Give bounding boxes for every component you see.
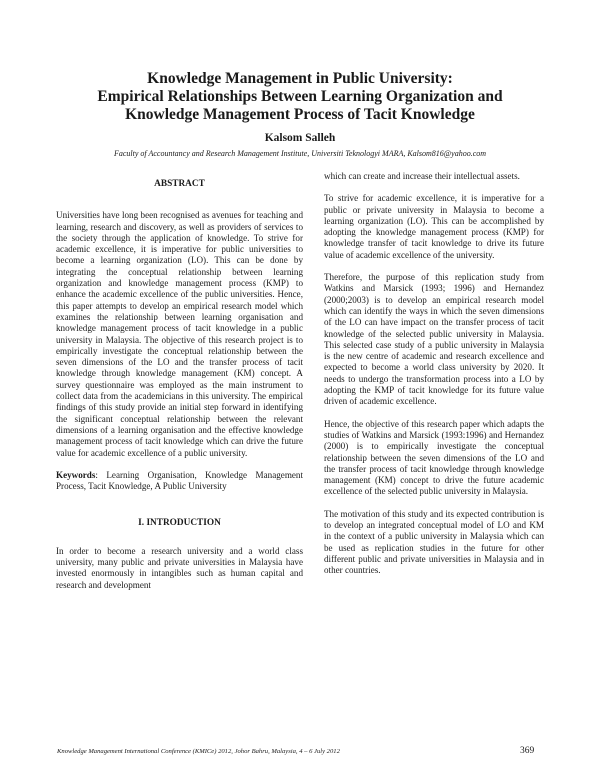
author-affiliation: Faculty of Accountancy and Research Management Institute, Universiti Teknologyi MARA, Kalsom816@yahoo.com	[113, 149, 487, 158]
title-line-3: Knowledge Management Process of Tacit Knowledge	[125, 106, 475, 123]
right-paragraph-4: The motivation of this study and its expected contribution is to develop an integrated conceptual model of LO and KM in the context of a public university in Malaysia which can be used as replication studies in the future for other different public and private universities in Malaysia and in other countries.	[324, 508, 544, 576]
paper-title	[40, 70, 560, 124]
right-paragraph-3: Hence, the objective of this research paper which adapts the studies of Watkins and Marsick (1993:1996) and Hernandez (2000) is to empirically investigate the conceptual relationship between the seven dimensions of the LO and the transfer process of tacit knowledge through knowledge management (KM) concept to drive the future academic excellence of the selected public university in Malaysia.	[324, 418, 544, 497]
keywords-text: : Learning Organisation, Knowledge Management Process, Tacit Knowledge, A Public University	[56, 469, 303, 492]
right-column	[324, 171, 544, 588]
author-name: Kalsom Salleh	[264, 132, 336, 144]
right-paragraph-0: which can create and increase their intellectual assets.	[324, 171, 520, 181]
keywords-paragraph	[56, 470, 303, 493]
conference-footer: Knowledge Management International Conference (KMICe) 2012, Johor Bahru, Malaysia, 4 – 6 July 2012	[57, 748, 340, 755]
right-paragraph-1: To strive for academic excellence, it is imperative for a public or private university in Malaysia to become a learning organization (LO). This can be accomplished by adopting the knowledge management process (KMP) for knowledge transfer of tacit knowledge to drive its future value of academic excellence of the university.	[324, 193, 544, 260]
keywords-label: Keywords	[56, 469, 96, 480]
title-line-2: Empirical Relationships Between Learning Organization and	[97, 88, 503, 105]
right-paragraph-2: Therefore, the purpose of this replication study from Watkins and Marsick (1993; 1996) and Hernandez (2000;2003) is to develop an empirical research model which can identify the ways in which the seven dimensions of the LO can have impact on the transfer process of tacit knowledge of the selected public university in Malaysia. This selected case study of a public university in Malaysia is the new centre of academic and research excellence and expected to become a world class university by 2020. It needs to undergo the transformation process into a LO by adopting the KMP of tacit knowledge for its future value driven of academic excellence.	[324, 272, 544, 407]
abstract-heading: ABSTRACT	[154, 179, 205, 189]
title-line-1: Knowledge Management in Public University:	[147, 70, 453, 87]
introduction-heading: I. INTRODUCTION	[138, 518, 221, 529]
introduction-text: In order to become a research university and a world class university, many public and private universities in Malaysia have invested enormously in intangibles such as human capital and research and development	[56, 545, 303, 590]
abstract-text: Universities have long been recognised as avenues for teaching and learning, research and discovery, as well as providers of services to the society through the application of knowledge. To strive for academic excellence, it is imperative for public universities to become a learning organization (LO). This can be done by integrating the conceptual relationship between learning organization and knowledge management process (KMP) to enhance the academic excellence of the public universities. Hence, this paper attempts to develop an empirical research model which examines the relationship between learning organisation and knowledge management process of tacit knowledge in a public university in Malaysia. The objective of this research project is to empirically investigate the conceptual relationship between the seven dimensions of the LO and the transfer process of tacit knowledge through knowledge management (KM) concept. A survey questionnaire was employed as the main instrument to collect data from the academicians in this university. The empirical findings of this study provide an initial step forward in identifying the significant conceptual relationship between the relevant dimensions of a learning organisation and the effective knowledge management process of tacit knowledge which can drive the future value for academic excellence of a public university.	[56, 210, 303, 458]
left-column	[56, 179, 303, 602]
page-number: 369	[520, 746, 535, 756]
